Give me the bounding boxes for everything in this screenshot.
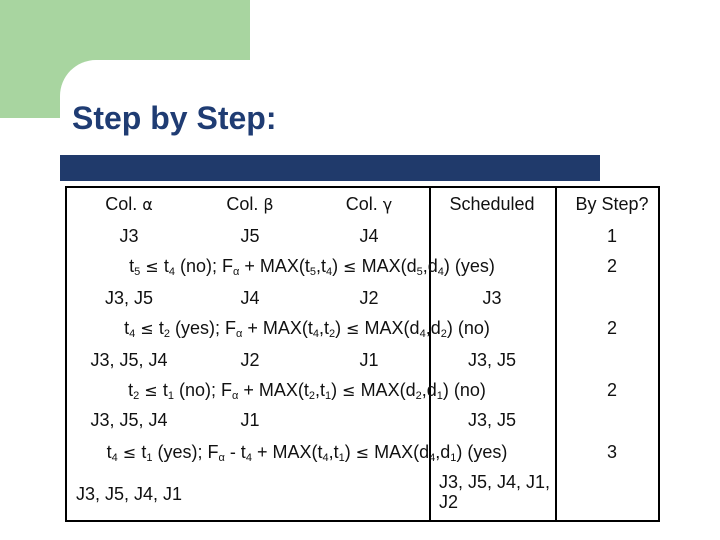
cell-step: 2 <box>606 380 618 400</box>
cell-col-beta: J4 <box>240 288 260 308</box>
cell-scheduled: J3, J5 <box>467 350 517 370</box>
comparison-note: $t_2 \le t_1$ (no); $F_\alpha + MAX(t_2,t_1) \le MAX(d_2,d_1)$ (no) <box>128 380 486 402</box>
cell-step: 2 <box>606 318 618 338</box>
header-col-gamma: Col. γ <box>345 194 393 214</box>
cell-col-beta: J5 <box>240 226 260 246</box>
cell-col-gamma: J4 <box>359 226 379 246</box>
cell-col-beta: J1 <box>240 410 260 430</box>
cell-col-alpha: J3, J5, J4 <box>90 410 168 430</box>
cell-step: 2 <box>606 256 618 276</box>
cell-step: 3 <box>606 442 618 462</box>
title-underline-bar <box>60 155 600 181</box>
col-separator-scheduled <box>429 188 431 520</box>
cell-scheduled: J3, J5, J4, J1, J2 <box>439 472 551 512</box>
comparison-note: $t_4 \le t_1$ (yes); $F_\alpha - t_4 + MAX(t_4,t_1) \le MAX(d_4,d_1)$ (yes) <box>106 442 508 464</box>
cell-col-gamma: J1 <box>359 350 379 370</box>
cell-col-gamma: J2 <box>359 288 379 308</box>
cell-col-alpha: J3 <box>119 226 139 246</box>
comparison-note: $t_4 \le t_2$ (yes); $F_\alpha + MAX(t_4,t_2) \le MAX(d_4,d_2)$ (no) <box>124 318 490 340</box>
cell-scheduled: J3, J5 <box>467 410 517 430</box>
header-col-alpha: Col. α <box>105 194 153 214</box>
cell-col-beta: J2 <box>240 350 260 370</box>
slide-title: Step by Step: <box>72 100 277 136</box>
comparison-note: $t_5 \le t_4$ (no); $F_\alpha + MAX(t_5,t_4) \le MAX(d_5,d_4)$ (yes) <box>129 256 495 278</box>
cell-step: 1 <box>606 226 618 246</box>
cell-scheduled: J3 <box>482 288 502 308</box>
header-scheduled: Scheduled <box>449 194 535 214</box>
cell-col-alpha: J3, J5, J4, J1 <box>75 484 183 504</box>
header-col-beta: Col. β <box>226 194 274 214</box>
cell-col-alpha: J3, J5 <box>104 288 154 308</box>
col-separator-step <box>555 188 557 520</box>
header-by-step: By Step? <box>575 194 649 214</box>
cell-col-alpha: J3, J5, J4 <box>90 350 168 370</box>
schedule-table <box>65 186 660 522</box>
